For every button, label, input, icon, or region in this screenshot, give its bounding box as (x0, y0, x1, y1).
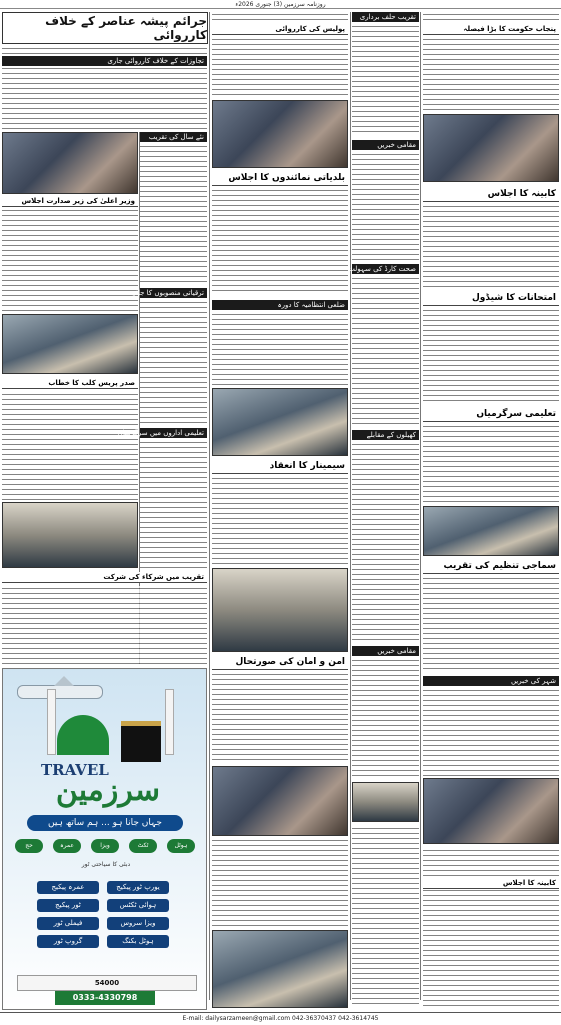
headline: سماجی تنظیم کی تقریب (423, 560, 559, 574)
headline: کھیلوں کے مقابلے (352, 430, 419, 440)
article-text (212, 312, 348, 386)
ad-package: فیملی ٹور (37, 917, 99, 930)
headline: امن و امان کی صورتحال (212, 656, 348, 670)
ad-package: یورپ ٹور پیکیج (107, 881, 169, 894)
green-dome-icon (57, 715, 109, 755)
news-photo-meeting (212, 766, 348, 836)
ad-logo: سرزمین (55, 773, 161, 808)
article-text (212, 476, 348, 566)
headline: صدر پریس کلب کا خطاب (2, 378, 138, 389)
ad-info-line: دبئی کا سیاحتی ٹور (81, 861, 131, 868)
article-text (423, 204, 559, 288)
airplane-icon (17, 685, 103, 699)
article-text (352, 658, 419, 778)
news-photo-officials (212, 388, 348, 456)
article-text (2, 586, 207, 664)
ad-service: حج (15, 839, 43, 853)
ad-package: ہوٹل بکنگ (107, 935, 169, 948)
ad-package: گروپ ٹور (37, 935, 99, 948)
ad-services (15, 839, 195, 853)
article-text (140, 300, 207, 426)
date-line: روزنامہ سرزمین (3) جنوری 2026ء (0, 0, 561, 9)
headline: تقریب میں شرکاء کی شرکت (2, 572, 207, 583)
minaret-icon (165, 689, 174, 755)
news-photo-group (2, 502, 138, 568)
headline: نئے سال کی تقریب (140, 132, 207, 142)
headline: بلدیاتی نمائندوں کا اجلاس (212, 172, 348, 186)
ad-package: عمرہ پیکیج (37, 881, 99, 894)
travel-advertisement[interactable] (2, 668, 207, 1010)
article-text (2, 208, 138, 312)
headline: امتحانات کا شیڈول (423, 292, 559, 306)
article-text (352, 24, 419, 136)
headline: ضلعی انتظامیہ کا دورہ (212, 300, 348, 310)
headline: پنجاب حکومت کا بڑا فیصلہ (423, 24, 559, 35)
headline: شہر کی خبریں (423, 676, 559, 686)
news-photo-ceremony (212, 568, 348, 652)
footer-contact: E-mail: dailysarzameen@gmail.com 042-36370437 042-3614745 (0, 1012, 561, 1024)
headline: تقریب حلف برداری (352, 12, 419, 22)
ad-service: ہوٹل (167, 839, 195, 853)
column-rule (209, 12, 210, 1000)
article-text (2, 392, 138, 500)
headline: پولیس کی کارروائی (212, 24, 348, 35)
headline: وزیر اعلیٰ کی زیر صدارت اجلاس (2, 196, 138, 207)
headline: تعلیمی سرگرمیاں (423, 408, 559, 422)
article-text (352, 826, 419, 1008)
headline: کابینہ کا اجلاس (423, 878, 559, 889)
article-text (140, 440, 207, 568)
news-photo-gathering (423, 778, 559, 844)
ad-travel-word: TRAVEL (41, 761, 109, 779)
masthead-headline: جرائم پیشہ عناصر کے خلاف کارروائی (2, 12, 208, 44)
article-text (423, 308, 559, 404)
headline: ترقیاتی منصوبوں کا جائزہ (140, 288, 207, 298)
ad-package: ہوائی ٹکٹس (107, 899, 169, 912)
news-photo-portrait (352, 782, 419, 822)
kaaba-icon (121, 721, 161, 762)
article-text (352, 152, 419, 260)
headline: مقامی خبریں (352, 140, 419, 150)
ad-price: 54000 (17, 975, 197, 991)
ad-service: ٹکٹ (129, 839, 157, 853)
headline: تجاوزات کے خلاف کارروائی جاری (2, 56, 207, 66)
ad-package: ویزا سروس (107, 917, 169, 930)
news-photo-cabinet (423, 114, 559, 182)
headline: تعلیمی اداروں میں سرگرمیاں (140, 428, 207, 438)
article-text (140, 144, 207, 286)
minaret-icon (47, 689, 56, 755)
headline: مقامی خبریں (352, 646, 419, 656)
ad-service: ویزا (91, 839, 119, 853)
article-text (212, 188, 348, 294)
column-rule (350, 12, 351, 1000)
article-text (352, 442, 419, 642)
article-text (423, 688, 559, 776)
ad-tagline: جہاں جانا ہو ... ہم ساتھ ہیں (27, 815, 183, 831)
ad-phone[interactable]: 0333-4330798 (55, 991, 155, 1005)
ad-package: ٹور پیکیج (37, 899, 99, 912)
article-text (423, 848, 559, 1008)
article-text (212, 838, 348, 928)
news-photo-seminar (423, 506, 559, 556)
article-text (423, 576, 559, 672)
news-photo-cake-ceremony (2, 132, 138, 194)
news-photo-award (212, 100, 348, 168)
ad-service: عمرہ (53, 839, 81, 853)
article-text (423, 424, 559, 504)
headline: کابینہ کا اجلاس (423, 188, 559, 202)
headline: سیمینار کا انعقاد (212, 460, 348, 474)
headline: صحت کارڈ کی سہولت (352, 264, 419, 274)
column-rule (420, 12, 421, 1000)
news-photo-police (212, 930, 348, 1008)
article-text (352, 276, 419, 426)
article-text (212, 672, 348, 764)
news-photo-press-conference (2, 314, 138, 374)
